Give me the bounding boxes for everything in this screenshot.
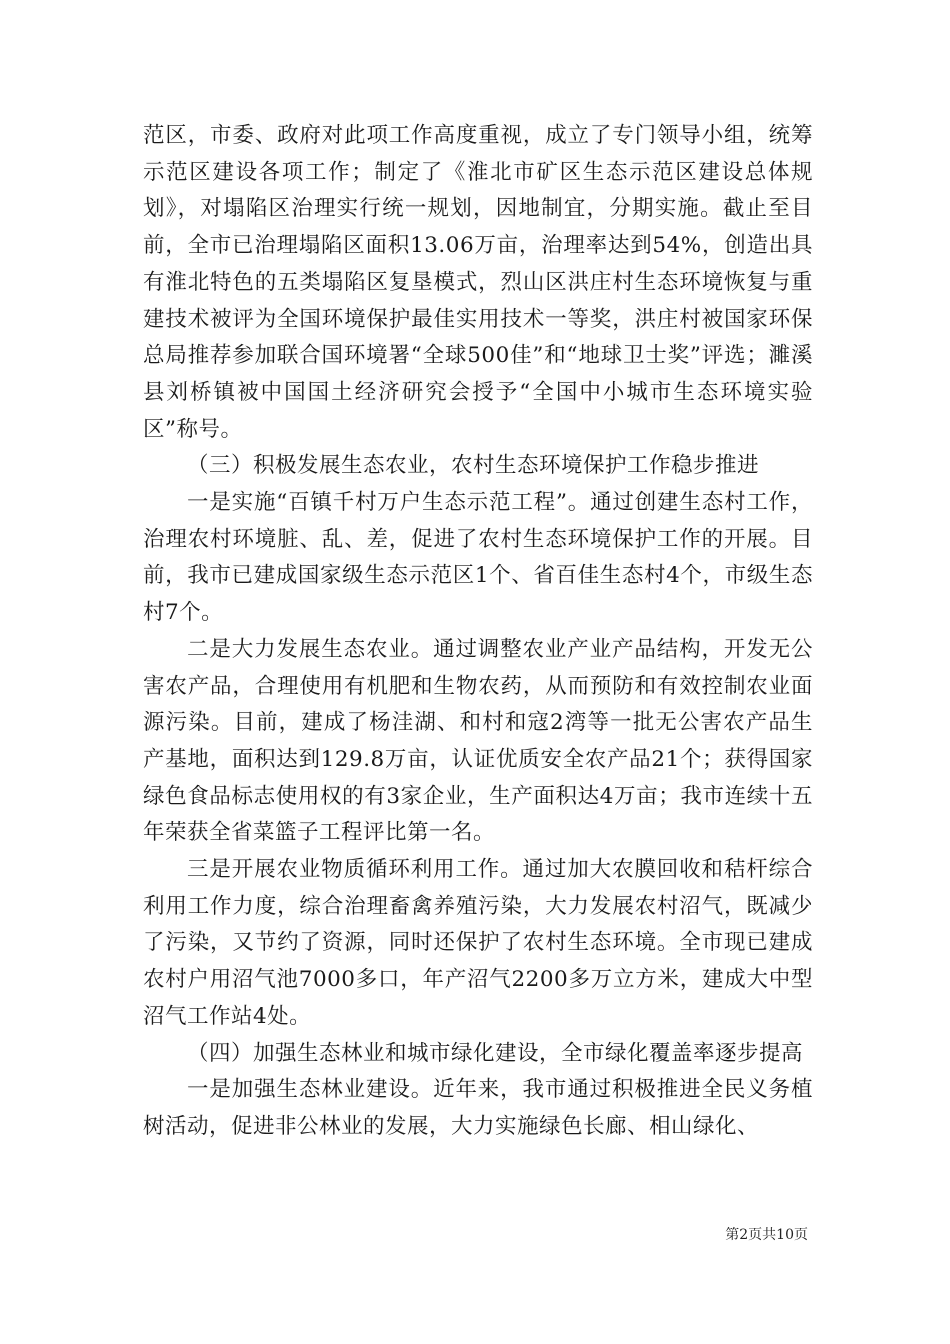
paragraph-eco-agriculture: 二是大力发展生态农业。通过调整农业产业产品结构，开发无公害农产品，合理使用有机肥和生物农药，从而预防和有效控制农业面源污染。目前，建成了杨洼湖、和村和寇2湾等一批无公害农产品生产基地，面积达到129.8万亩，认证优质安全农产品21个；获得国家绿色食品标志使用权的有3家企业，生产面积达4万亩；我市连续十五年荣获全省菜篮子工程评比第一名。 [143, 636, 813, 846]
paragraph-eco-village: 一是实施“百镇千村万户生态示范工程”。通过创建生态村工作，治理农村环境脏、乱、差，促进了农村生态环境保护工作的开展。目前，我市已建成国家级生态示范区1个、省百佳生态村4个，市级生态村7个。 [143, 490, 813, 626]
section-heading-3: （三）积极发展生态农业，农村生态环境保护工作稳步推进 [187, 453, 760, 479]
paragraph-material-recycling: 三是开展农业物质循环利用工作。通过加大农膜回收和秸杆综合利用工作力度，综合治理畜禽养殖污染，大力发展农村沼气，既减少了污染，又节约了资源，同时还保护了农村生态环境。全市现已建成农村户用沼气池7000多口，年产沼气2200多万立方米，建成大中型沼气工作站4处。 [143, 857, 813, 1029]
paragraph-eco-forestry: 一是加强生态林业建设。近年来，我市通过积极推进全民义务植树活动，促进非公林业的发展，大力实施绿色长廊、相山绿化、 [143, 1077, 813, 1139]
section-heading-4: （四）加强生态林业和城市绿化建设，全市绿化覆盖率逐步提高 [187, 1040, 804, 1066]
paragraph-continuation: 范区，市委、政府对此项工作高度重视，成立了专门领导小组，统筹示范区建设各项工作；制定了《淮北市矿区生态示范区建设总体规划》，对塌陷区治理实行统一规划，因地制宜，分期实施。截止至目前，全市已治理塌陷区面积13.06万亩，治理率达到54%，创造出具有淮北特色的五类塌陷区复垦模式，烈山区洪庄村生态环境恢复与重建技术被评为全国环境保护最佳实用技术一等奖，洪庄村被国家环保总局推荐参加联合国环境署“全球500佳”和“地球卫士奖”评选；濉溪县刘桥镇被中国国土经济研究会授予“全国中小城市生态环境实验区”称号。 [143, 123, 813, 442]
page-number-footer: 第2页共10页 [725, 1227, 808, 1243]
document-body [143, 118, 813, 1146]
